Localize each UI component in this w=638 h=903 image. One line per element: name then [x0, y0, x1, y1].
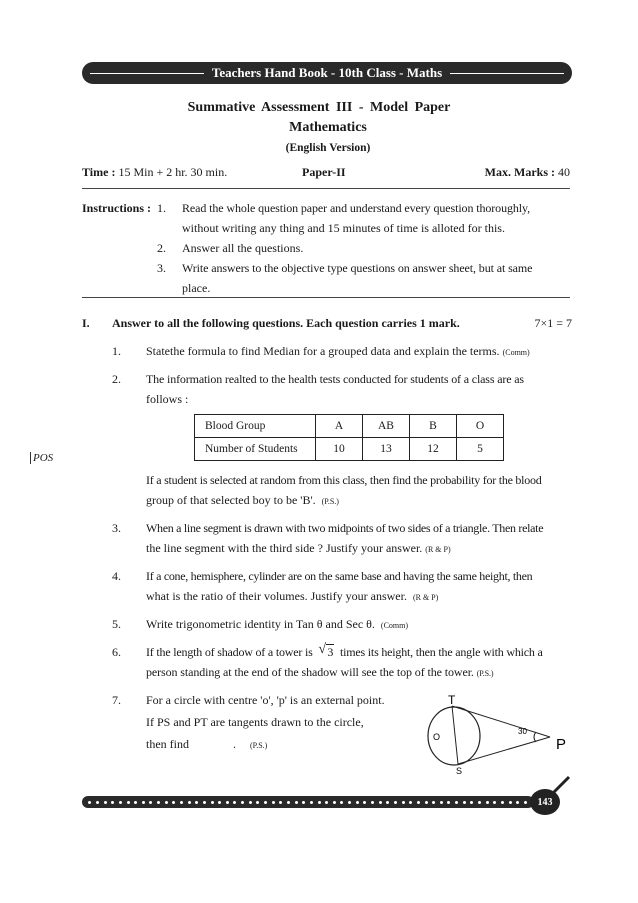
instructions-label: Instructions :: [82, 201, 152, 215]
table-cell: O: [457, 415, 504, 438]
tangent-diagram: [418, 694, 578, 776]
tangent-ps: [458, 737, 550, 764]
footer-dot: [425, 801, 428, 804]
instruction-text: place.: [182, 281, 211, 295]
footer-dot: [233, 801, 236, 804]
instruction-text: Write answers to the objective type questions on answer sheet, but at same: [182, 261, 533, 275]
question-text: Statethe formula to find Median for a grouped data and explain the terms. (Comm): [146, 344, 530, 358]
footer-dot: [371, 801, 374, 804]
section-heading: Answer to all the following questions. Each question carries 1 mark.: [112, 316, 460, 330]
banner-title: Teachers Hand Book - 10th Class - Maths: [211, 65, 443, 80]
time-info: Time : 15 Min + 2 hr. 30 min.: [82, 165, 228, 179]
table-cell: Number of Students: [195, 438, 316, 461]
max-marks: Max. Marks : 40: [484, 165, 570, 179]
section-marks: 7×1 = 7: [534, 316, 572, 330]
footer-dot: [88, 801, 91, 804]
instruction-text: without writing any thing and 15 minutes of time is alloted for this.: [182, 221, 505, 235]
question-text: group of that selected boy to be 'B'. (P.S.): [146, 493, 339, 507]
footer-dot: [180, 801, 183, 804]
pen-icon: [552, 774, 572, 794]
question-number: 5.: [112, 617, 121, 631]
footer-dot: [417, 801, 420, 804]
footer-dot: [501, 801, 504, 804]
page-number: 143: [530, 789, 560, 815]
footer-dot: [455, 801, 458, 804]
table-row: [195, 438, 504, 461]
paper-label: Paper-II: [302, 165, 346, 179]
footer-dot: [241, 801, 244, 804]
question-text: follows :: [146, 392, 189, 406]
footer-dot: [470, 801, 473, 804]
subject-title: Mathematics: [289, 120, 367, 135]
footer-dot: [463, 801, 466, 804]
question-text: then find . (P.S.): [146, 737, 268, 751]
question-text: person standing at the end of the shadow will see the top of the tower. (P.S.): [146, 665, 494, 679]
label-p: P: [556, 736, 567, 753]
label-t: T: [448, 694, 456, 707]
section-number: I.: [82, 316, 90, 330]
table-cell: Blood Group: [195, 415, 316, 438]
footer-dot: [279, 801, 282, 804]
footer-dot: [302, 801, 305, 804]
label-o: O: [433, 732, 441, 742]
footer-dot: [318, 801, 321, 804]
footer-dot: [493, 801, 496, 804]
footer-dot: [524, 801, 527, 804]
footer-dot: [188, 801, 191, 804]
footer-dot: [134, 801, 137, 804]
table-cell: 12: [410, 438, 457, 461]
footer-dot: [272, 801, 275, 804]
footer-dot: [509, 801, 512, 804]
meta-row: [82, 165, 570, 181]
instruction-num: 2.: [157, 241, 166, 255]
footer-dot: [402, 801, 405, 804]
label-angle: 30: [518, 727, 527, 736]
table-cell: 5: [457, 438, 504, 461]
instruction-text: Answer all the questions.: [182, 241, 304, 255]
footer-dot: [157, 801, 160, 804]
footer-dot: [127, 801, 130, 804]
sqrt-symbol: √ 3: [318, 642, 334, 659]
footer-dot: [325, 801, 328, 804]
version-label: (English Version): [285, 142, 371, 154]
footer-dot: [149, 801, 152, 804]
header-banner: [82, 62, 572, 84]
footer-dot: [310, 801, 313, 804]
banner-rule-right: [450, 73, 564, 74]
divider-bottom: [82, 297, 570, 298]
divider-top: [82, 188, 570, 189]
question-number: 4.: [112, 569, 121, 583]
question-number: 6.: [112, 645, 121, 659]
question-number: 2.: [112, 372, 121, 386]
blood-group-table: [194, 414, 504, 461]
footer-dot: [348, 801, 351, 804]
footer-dot: [111, 801, 114, 804]
question-text: If the length of shadow of a tower is √ 3 times its height, then the angle with which a: [146, 642, 576, 662]
footer-dot: [104, 801, 107, 804]
footer-dot: [264, 801, 267, 804]
footer-dot: [516, 801, 519, 804]
footer-dot: [287, 801, 290, 804]
footer-dot: [295, 801, 298, 804]
table-cell: 10: [316, 438, 363, 461]
footer-dot: [226, 801, 229, 804]
footer-dot: [363, 801, 366, 804]
footer-dot: [203, 801, 206, 804]
footer-dot: [172, 801, 175, 804]
question-text: When a line segment is drawn with two midpoints of two sides of a triangle. Then relate: [146, 521, 544, 535]
table-cell: A: [316, 415, 363, 438]
footer-dot: [379, 801, 382, 804]
footer-dot: [356, 801, 359, 804]
question-text: the line segment with the third side ? Justify your answer. (R & P): [146, 541, 451, 555]
question-text: If PS and PT are tangents drawn to the circle,: [146, 715, 364, 729]
question-text: If a student is selected at random from this class, then find the probability for the blood: [146, 473, 542, 487]
table-row: [195, 415, 504, 438]
instruction-num: 3.: [157, 261, 166, 275]
table-cell: AB: [363, 415, 410, 438]
footer-dot: [96, 801, 99, 804]
question-text: what is the ratio of their volumes. Justify your answer. (R & P): [146, 589, 439, 603]
footer-dot: [142, 801, 145, 804]
footer-dot: [486, 801, 489, 804]
label-s: S: [456, 766, 463, 776]
footer-dot: [256, 801, 259, 804]
table-cell: 13: [363, 438, 410, 461]
footer-dot: [386, 801, 389, 804]
question-text: If a cone, hemisphere, cylinder are on the same base and having the same height, then: [146, 569, 533, 583]
footer-dot: [249, 801, 252, 804]
footer-dot: [195, 801, 198, 804]
question-text: Write trigonometric identity in Tan θ and Sec θ. (Comm): [146, 617, 409, 631]
question-text: For a circle with centre 'o', 'p' is an external point.: [146, 693, 385, 707]
footer-dot: [394, 801, 397, 804]
question-number: 3.: [112, 521, 121, 535]
paper-title: Summative Assessment III - Model Paper: [187, 100, 451, 115]
table-cell: B: [410, 415, 457, 438]
footer-dot: [409, 801, 412, 804]
banner-rule-left: [90, 73, 204, 74]
footer-dot: [478, 801, 481, 804]
instruction-num: 1.: [157, 201, 166, 215]
footer-dot: [447, 801, 450, 804]
question-number: 1.: [112, 344, 121, 358]
question-text: The information realted to the health tests conducted for students of a class are as: [146, 372, 524, 386]
footer-dot: [440, 801, 443, 804]
question-number: 7.: [112, 693, 121, 707]
angle-arc: [534, 732, 536, 742]
footer-bar: [82, 796, 534, 808]
footer-dot: [333, 801, 336, 804]
chord-ts: [452, 706, 458, 764]
margin-note: POS: [30, 452, 53, 464]
footer-dot: [340, 801, 343, 804]
instruction-text: Read the whole question paper and understand every question thoroughly,: [182, 201, 531, 215]
footer-dot: [432, 801, 435, 804]
footer-dot: [165, 801, 168, 804]
footer-dot: [218, 801, 221, 804]
footer-dot: [119, 801, 122, 804]
footer-dot: [211, 801, 214, 804]
